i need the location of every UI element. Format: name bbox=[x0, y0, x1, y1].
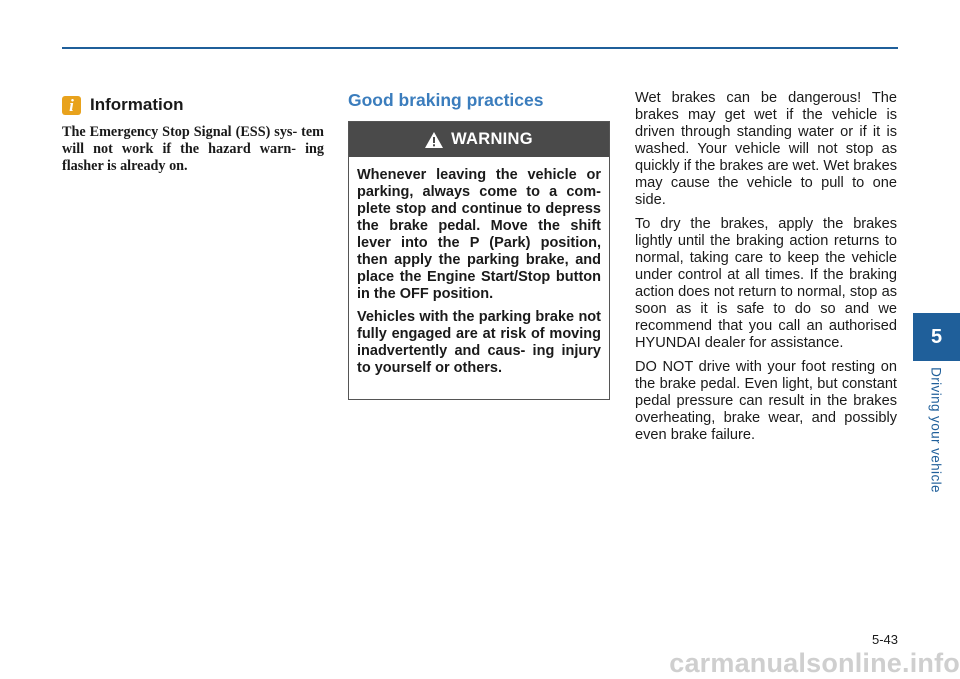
watermark: carmanualsonline.info bbox=[669, 648, 960, 678]
information-text: The Emergency Stop Signal (ESS) sys- tem will not work if the hazard warn- ing flasher is already on. bbox=[62, 124, 324, 174]
warning-triangle-icon bbox=[425, 132, 443, 148]
top-divider bbox=[62, 47, 898, 49]
body-paragraph: To dry the brakes, apply the brakes lightly until the braking action returns to normal, taking care to keep the vehicle under control at all times. If the braking action does not return to normal, stop as soon as it is safe to do so and we recommend that you call an authorised HYUNDAI dealer for assistance. bbox=[635, 216, 897, 351]
section-title: Good braking practices bbox=[348, 90, 544, 110]
warning-body bbox=[349, 157, 609, 377]
warning-title: WARNING bbox=[451, 130, 533, 148]
information-title: Information bbox=[90, 95, 184, 114]
warning-paragraph: Vehicles with the parking brake not fully engaged are at risk of moving inadvertently and caus- ing injury to yourself or others. bbox=[357, 309, 601, 376]
braking-text-column bbox=[635, 90, 897, 451]
chapter-label: Driving your vehicle bbox=[928, 367, 944, 493]
information-heading bbox=[62, 95, 184, 115]
body-paragraph: Wet brakes can be dangerous! The brakes may get wet if the vehicle is driven through standing water or if it is washed. Your vehicle will not stop as quickly if the brakes are wet. Wet brakes may cause the vehicle to pull to one side. bbox=[635, 90, 897, 208]
warning-box bbox=[348, 121, 610, 400]
warning-header bbox=[349, 122, 609, 157]
body-paragraph: DO NOT drive with your foot resting on the brake pedal. Even light, but constant pedal pressure can result in the brakes overheating, brake wear, and possibly even brake failure. bbox=[635, 359, 897, 443]
page-number: 5-43 bbox=[871, 632, 898, 647]
chapter-number-tab: 5 bbox=[913, 313, 960, 361]
warning-paragraph: Whenever leaving the vehicle or parking, always come to a com- plete stop and continue to depress the brake pedal. Move the shift lever into the P (Park) position, then apply the parking brake, and place the Engine Start/Stop button in the OFF position. bbox=[357, 167, 601, 302]
info-icon: i bbox=[62, 96, 81, 115]
